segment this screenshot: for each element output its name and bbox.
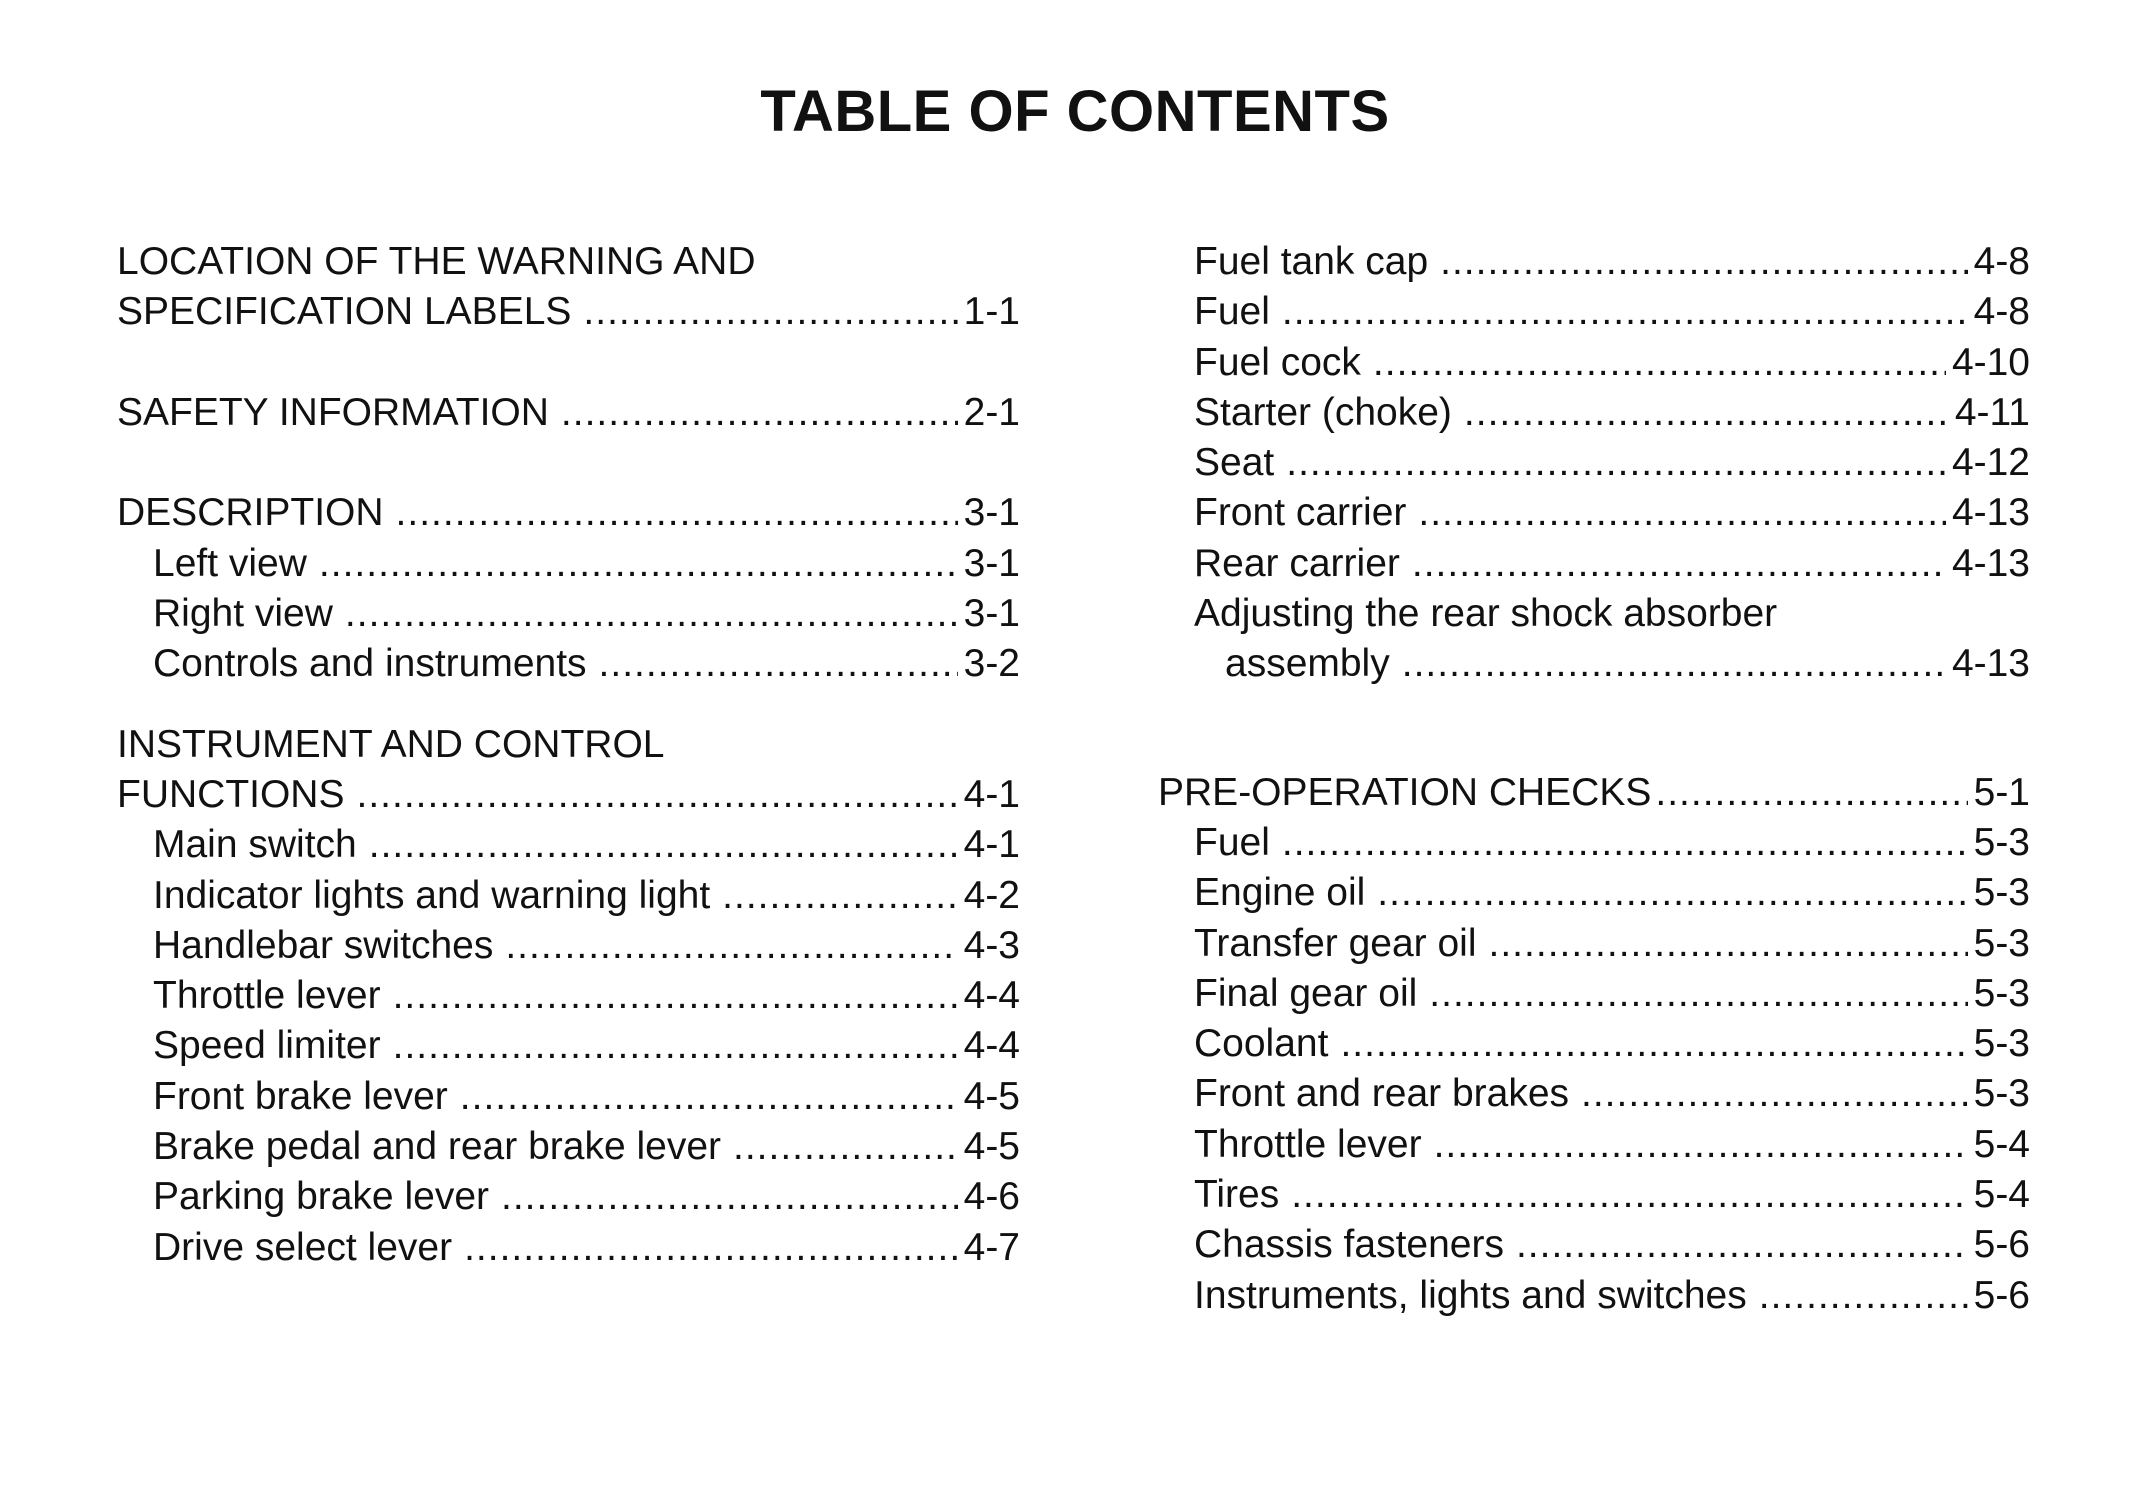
toc-entry[interactable]	[1158, 768, 2030, 818]
dot-leader	[369, 820, 958, 870]
toc-page-number: 5-3	[1973, 820, 2030, 864]
toc-subentry[interactable]	[117, 871, 1020, 921]
toc-page-number: 5-6	[1973, 1223, 2030, 1267]
toc-page-number: 4-13	[1951, 491, 2030, 535]
toc-subentry[interactable]	[117, 1021, 1020, 1071]
toc-entry-label: Adjusting the rear shock absorber	[1194, 592, 1778, 636]
dot-leader	[1440, 237, 1967, 287]
toc-entry-label: PRE-OPERATION CHECKS	[1158, 770, 1652, 814]
dot-leader	[1282, 287, 1968, 337]
toc-subentry[interactable]	[1158, 868, 2030, 918]
dot-leader	[1286, 438, 1946, 488]
toc-entry-label: Final gear oil	[1194, 971, 1418, 1015]
toc-entry-label: Engine oil	[1194, 871, 1366, 915]
toc-entry-label: assembly	[1225, 642, 1390, 686]
dot-leader	[1489, 919, 1968, 969]
dot-leader	[396, 488, 958, 538]
toc-section-heading	[117, 237, 1020, 287]
toc-subentry[interactable]	[1158, 438, 2030, 488]
toc-page-number: 4-10	[1951, 340, 2030, 384]
toc-page-number: 5-3	[1973, 1072, 2030, 1116]
toc-subentry[interactable]	[117, 1223, 1020, 1273]
toc-page-number: 4-5	[963, 1074, 1020, 1118]
dot-leader	[1429, 969, 1967, 1019]
toc-page-number: 4-7	[963, 1225, 1020, 1269]
toc-subentry[interactable]	[1158, 338, 2030, 388]
dot-leader	[1377, 868, 1967, 918]
toc-entry-label: Starter (choke)	[1194, 390, 1452, 434]
toc-entry-label: Instruments, lights and switches	[1194, 1273, 1747, 1317]
toc-page-number: 4-8	[1973, 240, 2030, 283]
dot-leader	[1434, 1120, 1968, 1170]
toc-page-number: 4-12	[1951, 441, 2030, 485]
dot-leader	[1402, 639, 1946, 689]
toc-entry-label: Right view	[153, 592, 333, 636]
toc-entry-label: Throttle lever	[1194, 1122, 1422, 1166]
toc-entry-label: INSTRUMENT AND CONTROL	[117, 722, 665, 766]
toc-subentry[interactable]	[1158, 1069, 2030, 1119]
toc-subentry[interactable]	[1158, 818, 2030, 868]
toc-entry-label: DESCRIPTION	[117, 491, 384, 535]
toc-subentry[interactable]	[117, 1072, 1020, 1122]
toc-subentry[interactable]	[1158, 639, 2030, 689]
toc-section-heading	[117, 720, 1020, 770]
toc-page-number: 5-3	[1973, 971, 2030, 1015]
toc-entry-label: Indicator lights and warning light	[153, 873, 711, 917]
toc-page-number: 5-4	[1973, 1122, 2030, 1166]
toc-entry-label: Rear carrier	[1194, 541, 1400, 585]
toc-subentry[interactable]	[117, 921, 1020, 971]
toc-entry[interactable]	[117, 770, 1020, 820]
dot-leader	[561, 388, 958, 438]
dot-leader	[1373, 338, 1946, 388]
toc-entry-label: Chassis fasteners	[1194, 1223, 1504, 1267]
toc-page-number: 4-6	[963, 1175, 1020, 1219]
dot-leader	[1412, 539, 1946, 589]
toc-entry-label: Main switch	[153, 823, 357, 867]
toc-entry-label: Front and rear brakes	[1194, 1072, 1570, 1116]
toc-page-number: 5-4	[1973, 1173, 2030, 1217]
toc-subentry[interactable]	[1158, 969, 2030, 1019]
toc-entry[interactable]	[117, 287, 1020, 337]
dot-leader	[501, 1172, 958, 1222]
toc-entry-label: Coolant	[1194, 1022, 1329, 1066]
toc-page-number: 4-5	[963, 1125, 1020, 1169]
toc-right-column	[1158, 237, 2030, 1321]
toc-subentry[interactable]	[1158, 488, 2030, 538]
toc-entry-label: SPECIFICATION LABELS	[117, 290, 572, 334]
dot-leader	[733, 1122, 958, 1172]
dot-leader	[1581, 1069, 1968, 1119]
toc-subentry[interactable]	[117, 1122, 1020, 1172]
toc-page-number: 4-13	[1951, 642, 2030, 686]
toc-page-number: 4-4	[963, 974, 1020, 1018]
toc-page-number: 4-8	[1973, 290, 2030, 334]
toc-subentry[interactable]	[1158, 1170, 2030, 1220]
toc-entry-label: FUNCTIONS	[117, 772, 345, 816]
toc-subentry[interactable]	[1158, 388, 2030, 438]
toc-entry-label: Brake pedal and rear brake lever	[153, 1125, 721, 1169]
toc-entry-label: Fuel cock	[1194, 340, 1361, 384]
dot-leader	[460, 1072, 958, 1122]
toc-entry-label: Fuel tank cap	[1194, 240, 1429, 283]
toc-subentry[interactable]	[1158, 1271, 2030, 1321]
dot-leader	[1759, 1271, 1968, 1321]
dot-leader	[393, 1021, 958, 1071]
toc-page-number: 4-11	[1954, 390, 2030, 434]
dot-leader	[393, 971, 958, 1021]
dot-leader	[464, 1223, 958, 1273]
toc-subentry[interactable]	[117, 589, 1020, 639]
dot-leader	[505, 921, 957, 971]
toc-subentry[interactable]	[1158, 1120, 2030, 1170]
dot-leader	[722, 871, 957, 921]
toc-left-column	[117, 237, 1020, 1273]
toc-entry-label: Parking brake lever	[153, 1175, 489, 1219]
dot-leader	[1418, 488, 1946, 538]
toc-entry-label: Tires	[1194, 1173, 1280, 1217]
dot-leader	[1282, 818, 1968, 868]
toc-entry-label: Throttle lever	[153, 974, 381, 1018]
dot-leader	[583, 287, 957, 337]
toc-subentry[interactable]	[117, 820, 1020, 870]
toc-entry-label: Fuel	[1194, 290, 1270, 334]
toc-subentry[interactable]	[1158, 1019, 2030, 1069]
toc-entry-label: Speed limiter	[153, 1024, 381, 1068]
dot-leader	[1655, 768, 1967, 818]
toc-subentry[interactable]	[117, 539, 1020, 589]
dot-leader	[319, 539, 958, 589]
toc-subentry-heading	[1158, 589, 2030, 639]
toc-page-number: 4-2	[963, 873, 1020, 917]
dot-leader	[1464, 388, 1949, 438]
toc-page-number: 5-3	[1973, 921, 2030, 965]
toc-entry[interactable]	[117, 488, 1020, 538]
toc-subentry[interactable]	[1158, 539, 2030, 589]
toc-entry-label: Transfer gear oil	[1194, 921, 1477, 965]
dot-leader	[1291, 1170, 1967, 1220]
toc-subentry[interactable]	[1158, 237, 2030, 287]
toc-page-number: 5-1	[1973, 770, 2030, 814]
toc-entry-label: Fuel	[1194, 820, 1270, 864]
toc-subentry[interactable]	[1158, 1220, 2030, 1270]
toc-page-number: 3-1	[963, 592, 1020, 636]
toc-page-number: 4-13	[1951, 541, 2030, 585]
dot-leader	[599, 639, 958, 689]
toc-page-number: 3-1	[963, 541, 1020, 585]
toc-entry-label: Front carrier	[1194, 491, 1407, 535]
toc-entry-label: Front brake lever	[153, 1074, 448, 1118]
toc-page-number: 4-1	[963, 823, 1020, 867]
toc-entry-label: Left view	[153, 541, 307, 585]
toc-subentry[interactable]	[117, 971, 1020, 1021]
toc-page-number: 5-6	[1973, 1273, 2030, 1317]
toc-entry-label: SAFETY INFORMATION	[117, 390, 549, 434]
toc-entry-label: Seat	[1194, 441, 1275, 485]
dot-leader	[345, 589, 958, 639]
page-title: TABLE OF CONTENTS	[760, 79, 1390, 144]
toc-page-number: 5-3	[1973, 871, 2030, 915]
toc-subentry[interactable]	[1158, 287, 2030, 337]
toc-page-number: 4-4	[963, 1024, 1020, 1068]
dot-leader	[357, 770, 958, 820]
toc-page-number: 4-1	[963, 772, 1020, 816]
toc-entry[interactable]	[117, 388, 1020, 438]
dot-leader	[1340, 1019, 1967, 1069]
toc-subentry[interactable]	[1158, 919, 2030, 969]
toc-entry-label: Drive select lever	[153, 1225, 453, 1269]
toc-entry-label: Handlebar switches	[153, 923, 494, 967]
toc-subentry[interactable]	[117, 1172, 1020, 1222]
toc-page-number: 1-1	[963, 290, 1020, 334]
toc-page-number: 5-3	[1973, 1022, 2030, 1066]
toc-page-number: 2-1	[963, 390, 1020, 434]
toc-page-number: 3-1	[963, 491, 1020, 535]
toc-page-number: 4-3	[963, 923, 1020, 967]
toc-entry-label: LOCATION OF THE WARNING AND	[117, 240, 756, 283]
dot-leader	[1516, 1220, 1968, 1270]
toc-page-number: 3-2	[963, 642, 1020, 686]
toc-subentry[interactable]	[117, 639, 1020, 689]
toc-entry-label: Controls and instruments	[153, 642, 587, 686]
